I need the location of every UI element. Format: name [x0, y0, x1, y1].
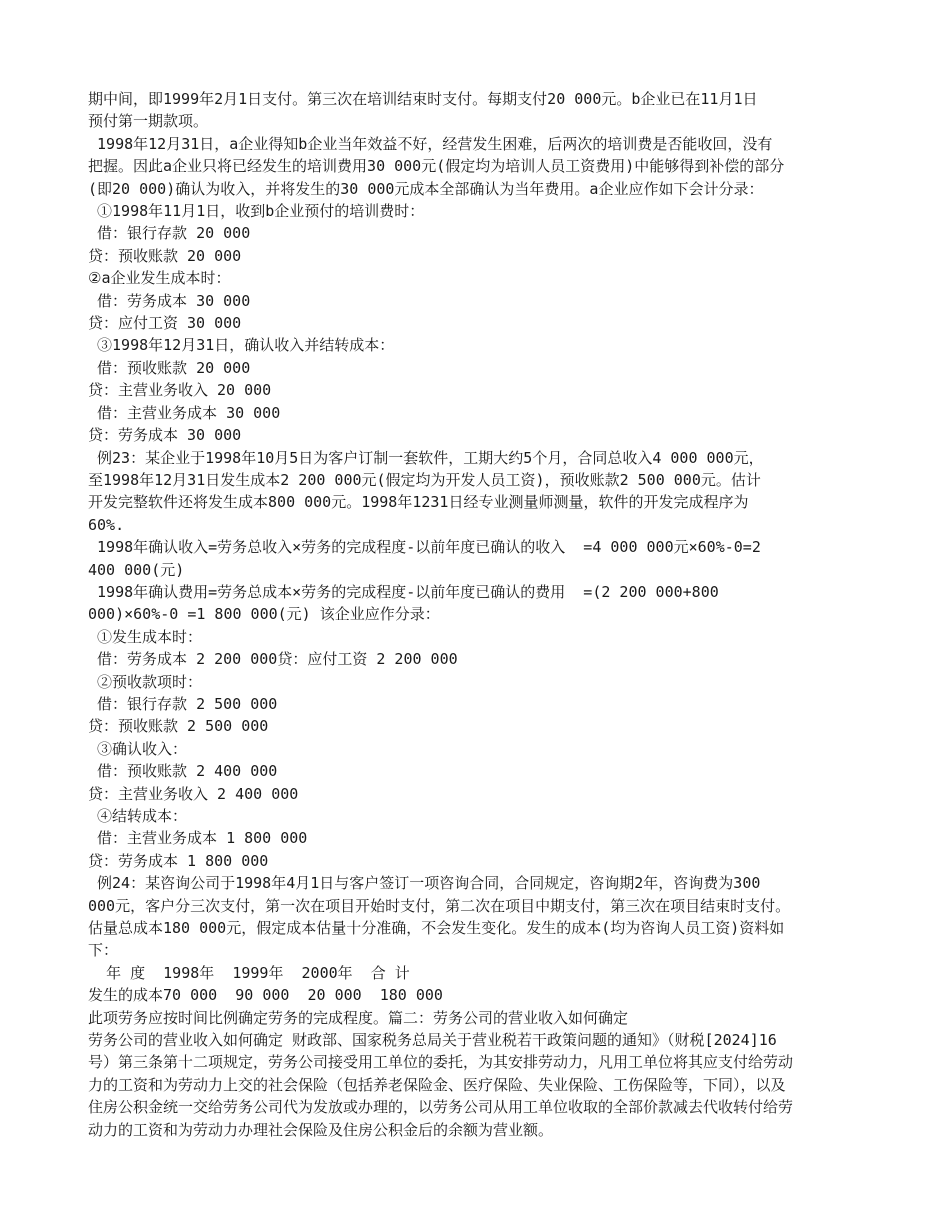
text-line: 1998年确认收入=劳务总收入×劳务的完成程度-以前年度已确认的收入 =4 000 000元×60%-0=2: [88, 538, 761, 557]
text-line: 1998年确认费用=劳务总成本×劳务的完成程度-以前年度已确认的费用 =(2 200 000+800: [88, 582, 719, 601]
text-line: 力的工资和为劳动力上交的社会保险（包括养老保险金、医疗保险、失业保险、工伤保险等，下同），以及: [88, 1075, 786, 1094]
text-line: ②a企业发生成本时：: [88, 269, 231, 288]
text-line: 把握。因此a企业只将已经发生的培训费用30 000元(假定均为培训人员工资费用)中能够得到补偿的部分: [88, 157, 785, 176]
text-line: 000)×60%-0 =1 800 000(元) 该企业应作分录：: [88, 605, 440, 624]
text-line: 住房公积金统一交给劳务公司代为发放或办理的，以劳务公司从用工单位收取的全部价款减去代收转付给劳: [88, 1098, 794, 1117]
text-line: 例24：某咨询公司于1998年4月1日与客户签订一项咨询合同，合同规定，咨询期2年，咨询费为300: [88, 874, 761, 893]
text-line: 400 000(元): [88, 560, 185, 579]
text-line: 贷：预收账款 20 000: [88, 246, 242, 265]
text-line: ①1998年11月1日，收到b企业预付的培训费时：: [88, 202, 425, 221]
text-line: 发生的成本70 000 90 000 20 000 180 000: [88, 986, 443, 1005]
text-line: 借：主营业务成本 30 000: [88, 403, 281, 422]
text-line: ③1998年12月31日，确认收入并结转成本：: [88, 336, 395, 355]
text-line: 动力的工资和为劳动力办理社会保险及住房公积金后的余额为营业额。: [88, 1120, 554, 1139]
text-line: 此项劳务应按时间比例确定劳务的完成程度。篇二：劳务公司的营业收入如何确定: [88, 1008, 629, 1027]
text-line: 贷：劳务成本 1 800 000: [88, 851, 269, 870]
text-line: 借：劳务成本 30 000: [88, 291, 251, 310]
text-line: 预付第一期款项。: [88, 112, 209, 131]
text-line: 贷：预收账款 2 500 000: [88, 717, 269, 736]
text-line: 劳务公司的营业收入如何确定 财政部、国家税务总局关于营业税若干政策问题的通知》（财税[2024]16: [88, 1031, 777, 1050]
text-line: 期中间，即1999年2月1日支付。第三次在培训结束时支付。每期支付20 000元。b企业已在11月1日: [88, 90, 758, 108]
text-line: 贷：劳务成本 30 000: [88, 426, 242, 445]
text-line: 至1998年12月31日发生成本2 200 000元(假定均为开发人员工资)，预收账款2 500 000元。估计: [88, 470, 761, 489]
text-line: 下：: [88, 941, 119, 960]
text-line: ②预收款项时：: [88, 672, 203, 691]
text-line: 例23：某企业于1998年10月5日为客户订制一套软件，工期大约5个月，合同总收入4 000 000元，: [88, 448, 764, 467]
text-line: ①发生成本时：: [88, 627, 203, 646]
text-line: 60%.: [88, 515, 125, 534]
text-line: 号）第三条第十二项规定，劳务公司接受用工单位的委托，为其安排劳动力，凡用工单位将其应支付给劳动: [88, 1053, 794, 1072]
text-line: 贷：应付工资 30 000: [88, 314, 242, 333]
document-body: [88, 88, 860, 1141]
text-line: (即20 000)确认为收入，并将发生的30 000元成本全部确认为当年费用。a企业应作如下会计分录：: [88, 179, 764, 198]
text-line: 000元，客户分三次支付，第一次在项目开始时支付，第二次在项目中期支付，第三次在项目结束时支付。: [88, 896, 791, 915]
text-line: 年 度 1998年 1999年 2000年 合 计: [88, 963, 410, 982]
text-line: ④结转成本：: [88, 807, 188, 825]
text-line: 借：预收账款 2 400 000: [88, 762, 278, 781]
text-line: 1998年12月31日，a企业得知b企业当年效益不好，经营发生困难，后两次的培训费是否能收回，没有: [88, 134, 773, 153]
text-line: 开发完整软件还将发生成本800 000元。1998年1231日经专业测量师测量，软件的开发完成程序为: [88, 493, 749, 512]
text-line: ③确认收入：: [88, 739, 188, 758]
text-line: 借：预收账款 20 000: [88, 358, 251, 377]
text-line: 借：劳务成本 2 200 000贷：应付工资 2 200 000: [88, 650, 458, 669]
text-line: 贷：主营业务收入 20 000: [88, 381, 272, 400]
text-line: 借：银行存款 2 500 000: [88, 694, 278, 713]
text-line: 借：主营业务成本 1 800 000: [88, 829, 308, 848]
text-line: 贷：主营业务收入 2 400 000: [88, 784, 299, 803]
text-line: 估量总成本180 000元，假定成本估量十分准确，不会发生变化。发生的成本(均为咨询人员工资)资料如: [88, 919, 785, 938]
text-line: 借：银行存款 20 000: [88, 224, 251, 243]
